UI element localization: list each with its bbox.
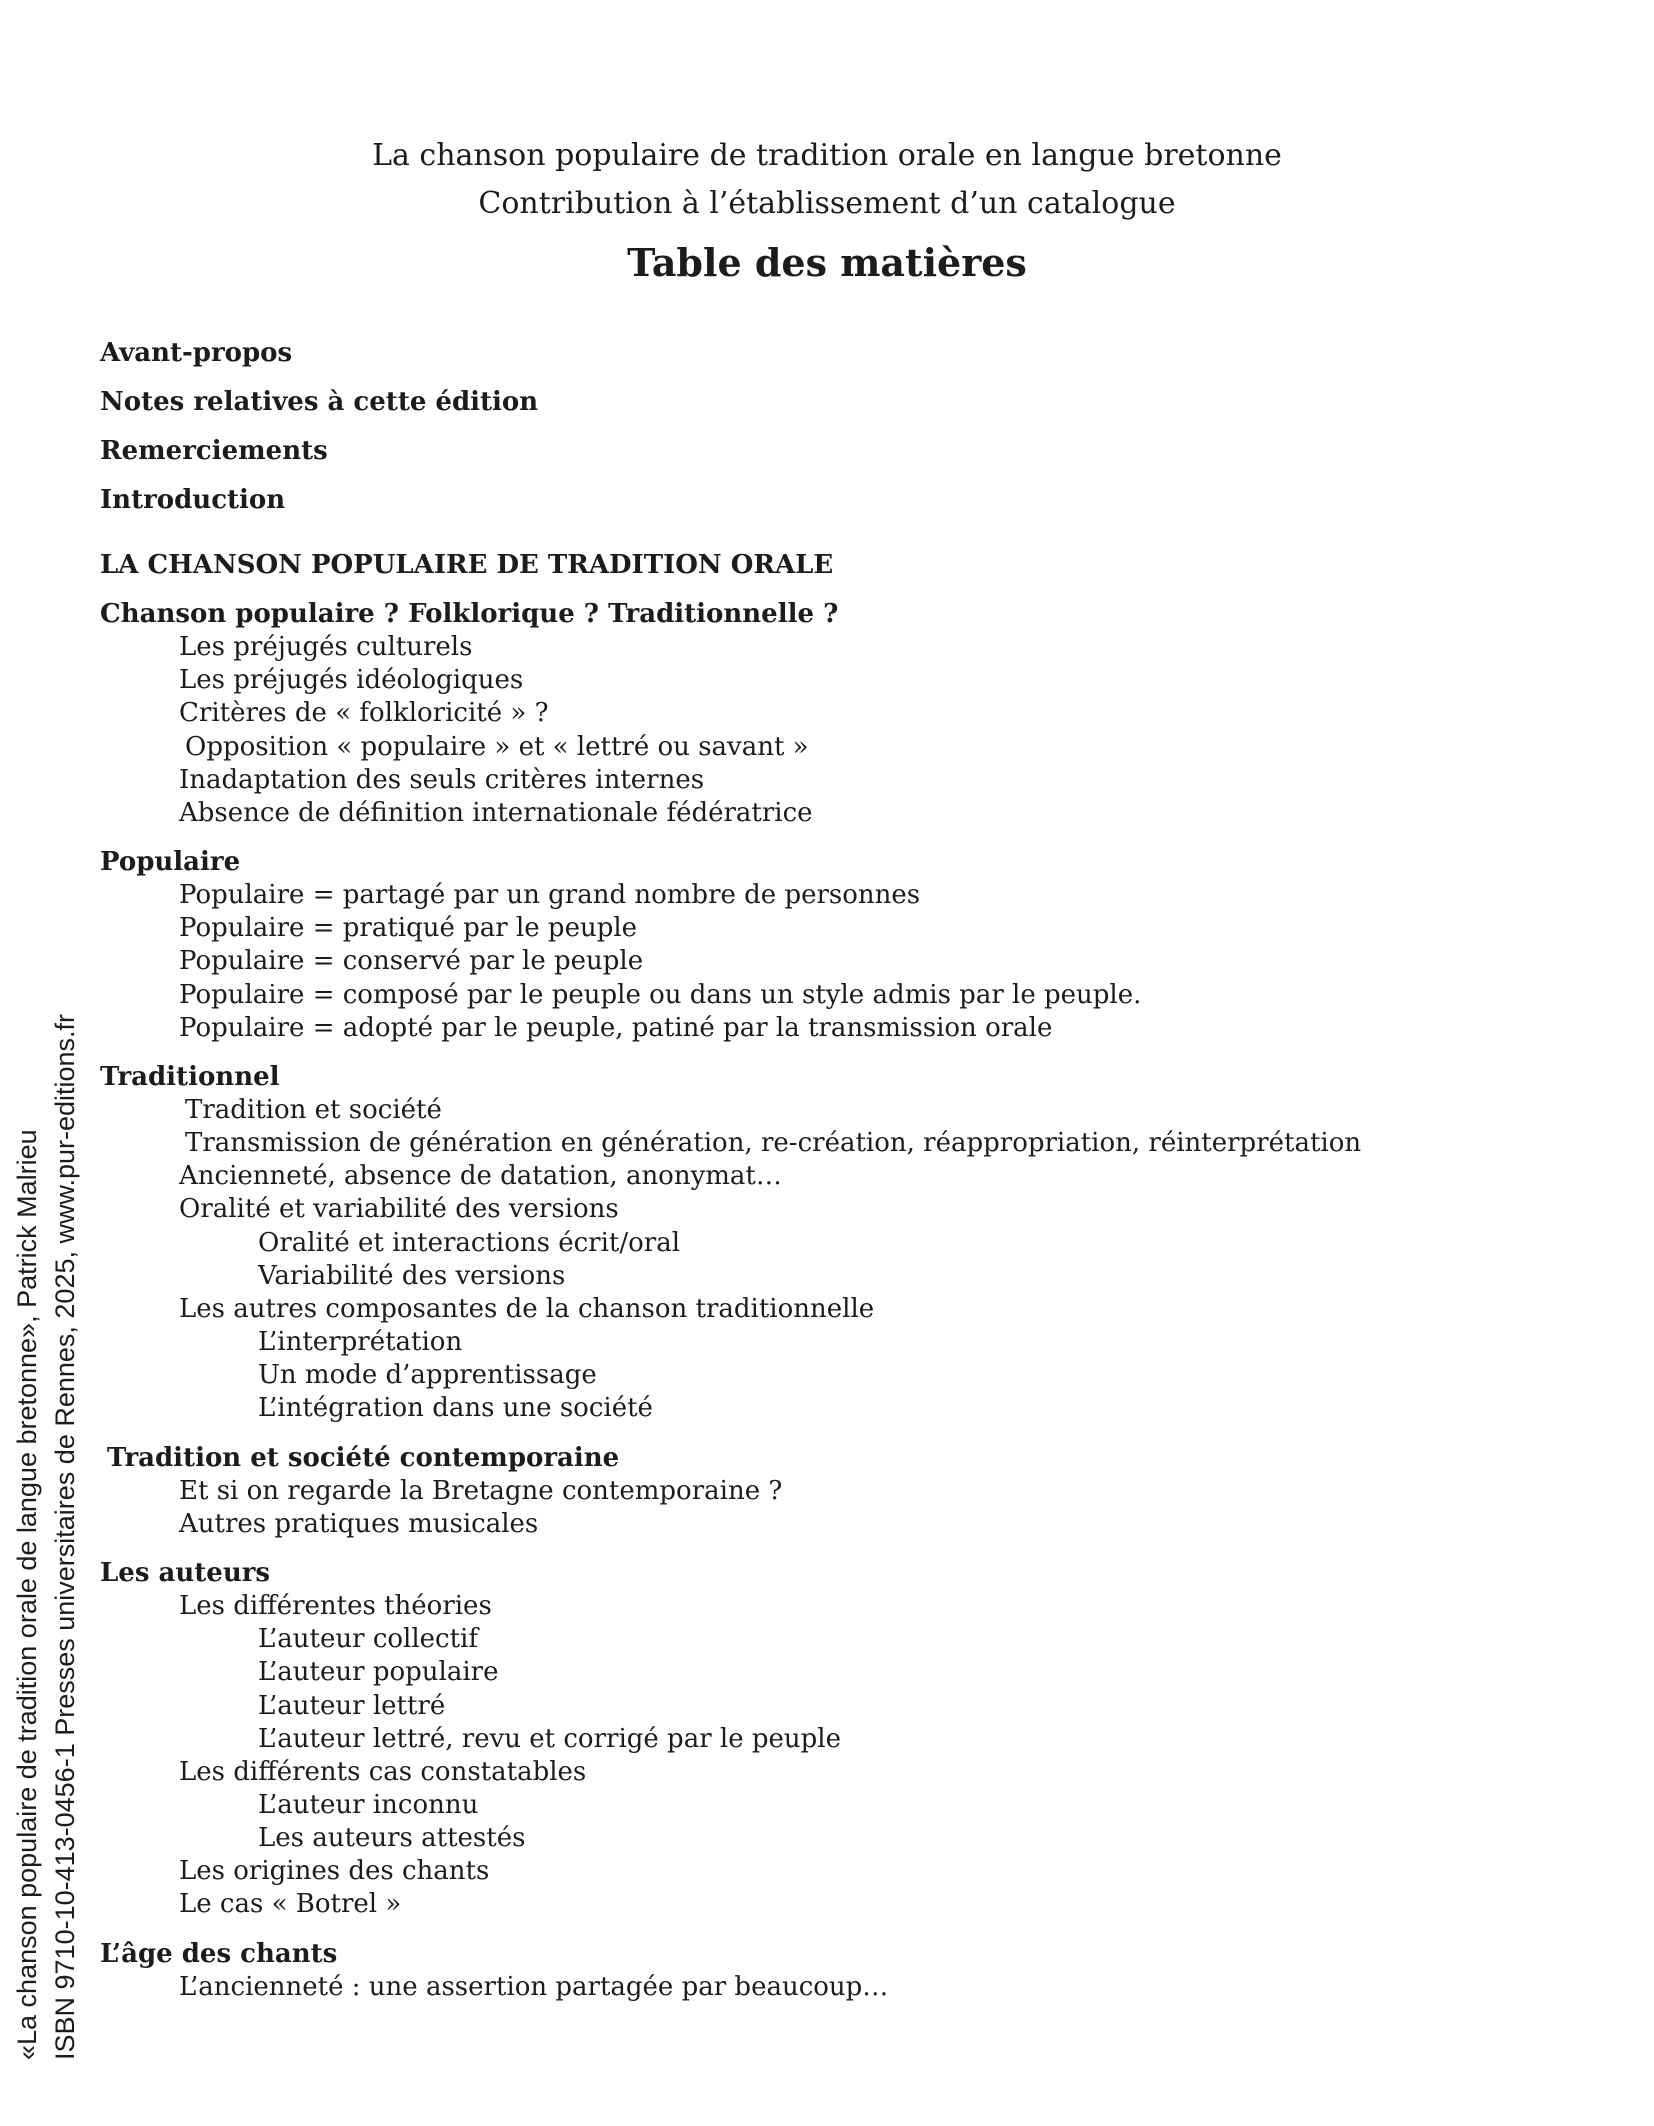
toc-subentry: L’auteur populaire (258, 1657, 499, 1687)
toc-subentry: Un mode d’apprentissage (258, 1360, 597, 1390)
toc-entry: Les différentes théories (179, 1591, 492, 1621)
toc-entry: Absence de définition internationale fédératrice (179, 798, 813, 828)
toc-subentry: Les auteurs attestés (258, 1823, 526, 1853)
toc-entry: Populaire = adopté par le peuple, patiné par la transmission orale (179, 1013, 1053, 1043)
toc-entry: Opposition « populaire » et « lettré ou savant » (185, 732, 809, 762)
sidebar-isbn: ISBN 9710-10-413-0456-1 Presses universitaires de Rennes, 2025, www.pur-editions.fr (50, 1013, 80, 2060)
toc-entry: L’ancienneté : une assertion partagée par beaucoup… (179, 1972, 889, 2002)
toc-entry: Les préjugés idéologiques (179, 665, 524, 695)
toc-section: Populaire (100, 847, 241, 877)
toc-entry: Transmission de génération en génération, re-création, réappropriation, réinterprétation (185, 1128, 1362, 1158)
toc-subentry: L’interprétation (258, 1327, 463, 1357)
toc-section: Chanson populaire ? Folklorique ? Traditionnelle ? (100, 599, 839, 629)
book-title: La chanson populaire de tradition orale en langue bretonne (372, 138, 1282, 173)
book-subtitle: Contribution à l’établissement d’un catalogue (478, 186, 1176, 221)
toc-entry: Introduction (100, 485, 286, 515)
toc-subentry: L’auteur lettré, revu et corrigé par le peuple (258, 1724, 841, 1754)
toc-entry: Les préjugés culturels (179, 632, 473, 662)
toc-entry: Populaire = partagé par un grand nombre de personnes (179, 880, 921, 910)
toc-entry: Inadaptation des seuls critères internes (179, 765, 705, 795)
toc-entry: Tradition et société (185, 1095, 442, 1125)
toc-part-heading: LA CHANSON POPULAIRE DE TRADITION ORALE (100, 550, 834, 580)
toc-section: Traditionnel (100, 1062, 280, 1092)
toc-section: Les auteurs (100, 1558, 271, 1588)
toc-subentry: L’auteur lettré (258, 1691, 446, 1721)
toc-section: L’âge des chants (100, 1939, 338, 1969)
toc-entry: Populaire = composé par le peuple ou dans un style admis par le peuple. (179, 980, 1142, 1010)
page-title: Table des matières (627, 240, 1027, 285)
toc-entry: Populaire = conservé par le peuple (179, 946, 644, 976)
toc-entry: Populaire = pratiqué par le peuple (179, 913, 638, 943)
toc-subentry: Variabilité des versions (258, 1261, 566, 1291)
toc-entry: Autres pratiques musicales (179, 1509, 539, 1539)
toc-entry: Les origines des chants (179, 1856, 490, 1886)
toc-entry: Ancienneté, absence de datation, anonymat… (179, 1161, 782, 1191)
toc-subentry: L’auteur collectif (258, 1624, 478, 1654)
toc-entry: Oralité et variabilité des versions (179, 1194, 619, 1224)
toc-entry: Et si on regarde la Bretagne contemporaine ? (179, 1476, 783, 1506)
toc-entry: Critères de « folkloricité » ? (179, 698, 549, 728)
toc-entry: Les autres composantes de la chanson traditionnelle (179, 1294, 875, 1324)
toc-entry: Remerciements (100, 436, 328, 466)
toc-entry: Les différents cas constatables (179, 1757, 587, 1787)
toc-entry: Le cas « Botrel » (179, 1889, 402, 1919)
toc-subentry: L’auteur inconnu (258, 1790, 479, 1820)
toc-subentry: Oralité et interactions écrit/oral (258, 1228, 681, 1258)
toc-subentry: L’intégration dans une société (258, 1393, 653, 1423)
toc-entry: Notes relatives à cette édition (100, 387, 539, 417)
sidebar-citation: «La chanson populaire de tradition orale de langue bretonne», Patrick Malrieu (12, 1129, 42, 2060)
toc-section: Tradition et société contemporaine (107, 1443, 620, 1473)
copyright-sidebar (8, 1014, 84, 2060)
toc-entry: Avant-propos (100, 338, 293, 368)
